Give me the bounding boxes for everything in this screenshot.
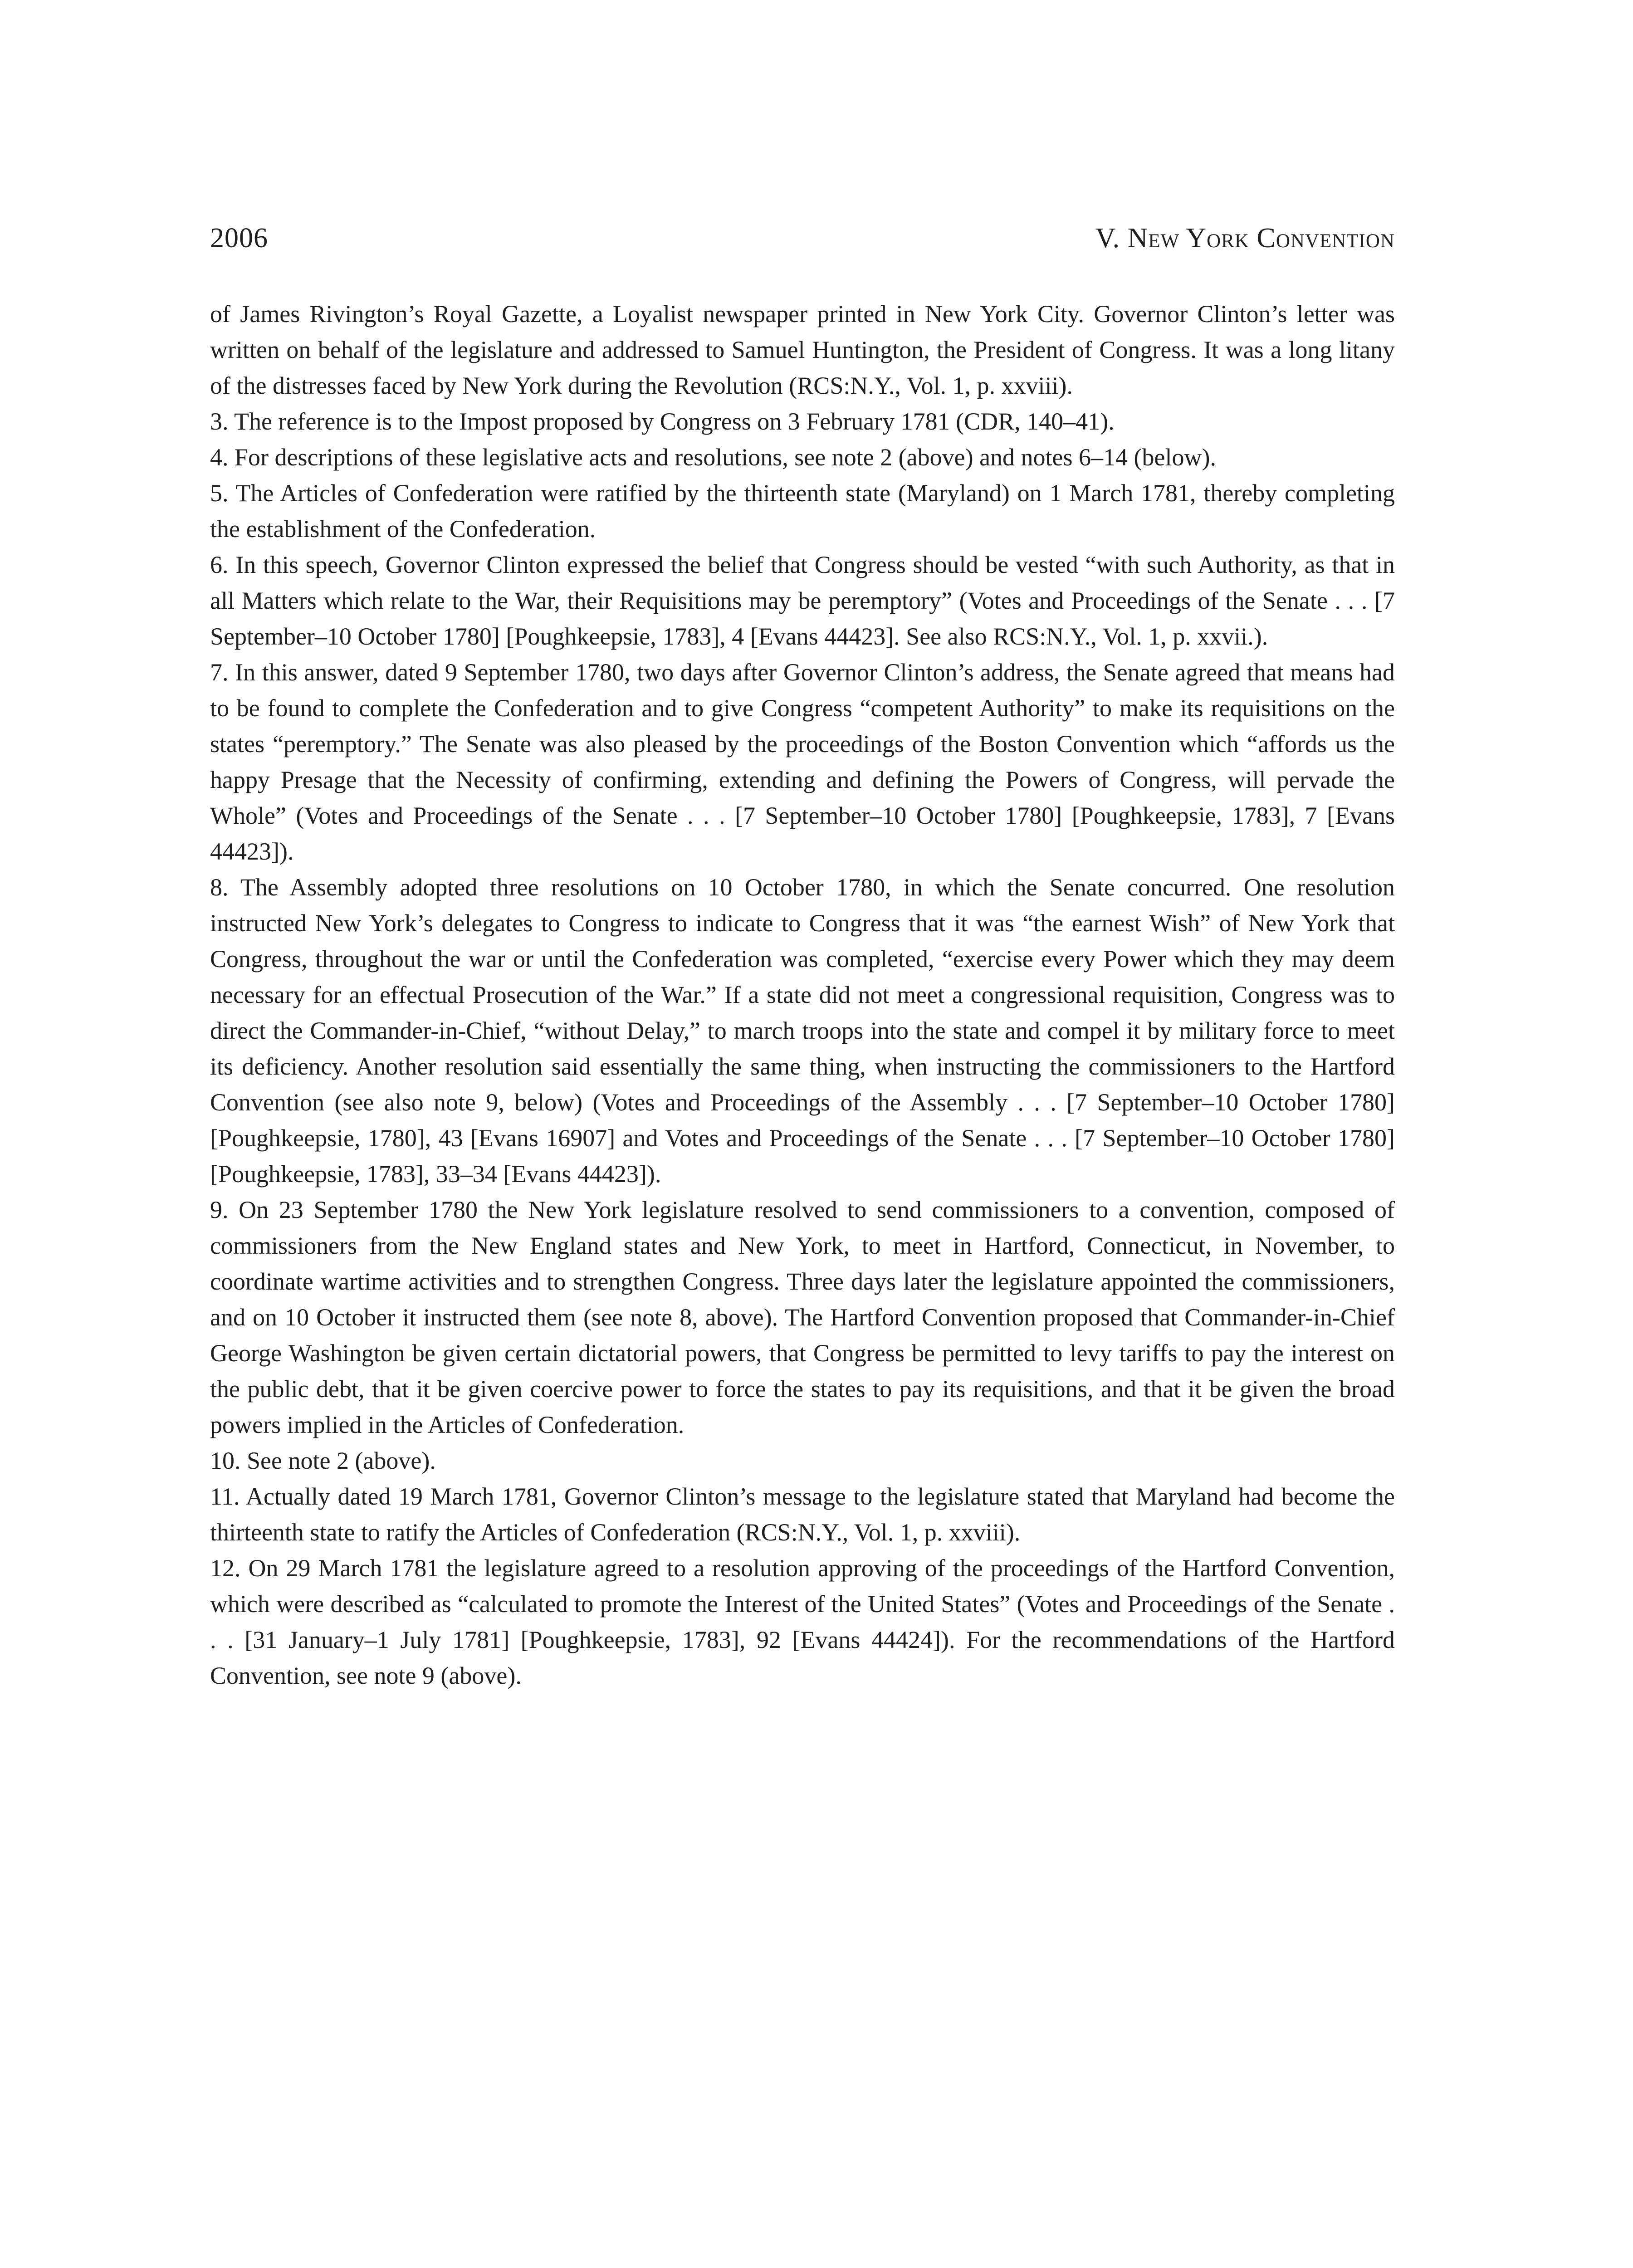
note-9 — [210, 1192, 1395, 1443]
note-number: 3. — [210, 408, 229, 435]
note-text: The reference is to the Impost proposed by Congress on 3 February 1781 (CDR, 140–41). — [234, 408, 1115, 435]
endnotes — [210, 296, 1395, 1694]
note-number: 5. — [210, 479, 229, 507]
note-text: The Articles of Confederation were ratified by the thirteenth state (Maryland) on 1 March 1781, thereby completing the establishment of the Confederation. — [210, 479, 1395, 543]
note-number: 4. — [210, 444, 229, 471]
note-text: On 23 September 1780 the New York legislature resolved to send commissioners to a convention, composed of commissioners from the New England states and New York, to meet in Hartford, Connecticut, in November, to coordinate wartime activities and to strengthen Congress. Three days later the legislature appointed the commissioners, and on 10 October it instructed them (see note 8, above). The Hartford Convention proposed that Commander-in-Chief George Washington be given certain dictatorial powers, that Congress be permitted to levy tariffs to pay the interest on the public debt, that it be given coercive power to force the states to pay its requisitions, and that it be given the broad powers implied in the Articles of Confederation. — [210, 1196, 1395, 1438]
note-number: 12. — [210, 1554, 241, 1582]
page-number: 2006 — [210, 223, 268, 254]
note-number: 9. — [210, 1196, 229, 1223]
note-text: On 29 March 1781 the legislature agreed to a resolution approving of the proceedings of the Hartford Convention, which were described as “calculated to promote the Interest of the United States” (Votes and Proceedings of the Senate . . . [31 January–1 July 1781] [Poughkeepsie, 1783], 92 [Evans 44424]). For the recommendations of the Hartford Convention, see note 9 (above). — [210, 1554, 1395, 1689]
note-3 — [210, 404, 1395, 440]
note-text: The Assembly adopted three resolutions on 10 October 1780, in which the Senate concurred. One resolution instructed New York’s delegates to Congress to indicate to Congress that it was “the earnest Wish” of New York that Congress, throughout the war or until the Confederation was completed, “exercise every Power which they may deem necessary for an effectual Prosecution of the War.” If a state did not meet a congressional requisition, Congress was to direct the Commander-in-Chief, “without Delay,” to march troops into the state and compel it by military force to meet its deficiency. Another resolution said essentially the same thing, when instructing the commissioners to the Hartford Convention (see also note 9, below) (Votes and Proceedings of the Assembly . . . [7 September–10 October 1780] [Poughkeepsie, 1780], 43 [Evans 16907] and Votes and Proceedings of the Senate . . . [7 September–10 October 1780] [Poughkeepsie, 1783], 33–34 [Evans 44423]). — [210, 874, 1395, 1188]
note-number: 7. — [210, 659, 229, 686]
note-5 — [210, 475, 1395, 547]
note-number: 11. — [210, 1483, 240, 1510]
note-text: For descriptions of these legislative acts and resolutions, see note 2 (above) and notes 6–14 (below). — [235, 444, 1216, 471]
note-text: Actually dated 19 March 1781, Governor Clinton’s message to the legislature stated that Maryland had become the thirteenth state to ratify the Articles of Confederation (RCS:N.Y., Vol. 1, p. xxviii). — [210, 1483, 1395, 1546]
running-head — [210, 220, 1395, 256]
note-12 — [210, 1550, 1395, 1694]
note-text: In this answer, dated 9 September 1780, two days after Governor Clinton’s address, the Senate agreed that means had to be found to complete the Confederation and to give Congress “competent Authority” to make its requisitions on the states “peremptory.” The Senate was also pleased by the proceedings of the Boston Convention which “affords us the happy Presage that the Necessity of confirming, extending and defining the Powers of Congress, will pervade the Whole” (Votes and Proceedings of the Senate . . . [7 September–10 October 1780] [Poughkeepsie, 1783], 7 [Evans 44423]). — [210, 659, 1395, 865]
note-number: 10. — [210, 1447, 241, 1474]
note-4 — [210, 440, 1395, 475]
note-8 — [210, 870, 1395, 1192]
note-number: 8. — [210, 874, 229, 901]
note-text: See note 2 (above). — [247, 1447, 436, 1474]
note-6 — [210, 547, 1395, 655]
note-number: 6. — [210, 551, 229, 578]
note-11 — [210, 1479, 1395, 1550]
note-continuation — [210, 296, 1395, 404]
document-page — [210, 220, 1395, 1694]
note-text: In this speech, Governor Clinton expressed the belief that Congress should be vested “with such Authority, as that in all Matters which relate to the War, their Requisitions may be peremptory” (Votes and Proceedings of the Senate . . . [7 September–10 October 1780] [Poughkeepsie, 1783], 4 [Evans 44423]. See also RCS:N.Y., Vol. 1, p. xxvii.). — [210, 551, 1395, 650]
note-text: of James Rivington’s Royal Gazette, a Loyalist newspaper printed in New York City. Governor Clinton’s letter was written on behalf of the legislature and addressed to Samuel Huntington, the President of Congress. It was a long litany of the distresses faced by New York during the Revolution (RCS:N.Y., Vol. 1, p. xxviii). — [210, 300, 1395, 399]
note-7 — [210, 655, 1395, 870]
note-10 — [210, 1443, 1395, 1479]
section-title: V. New York Convention — [1095, 223, 1395, 254]
